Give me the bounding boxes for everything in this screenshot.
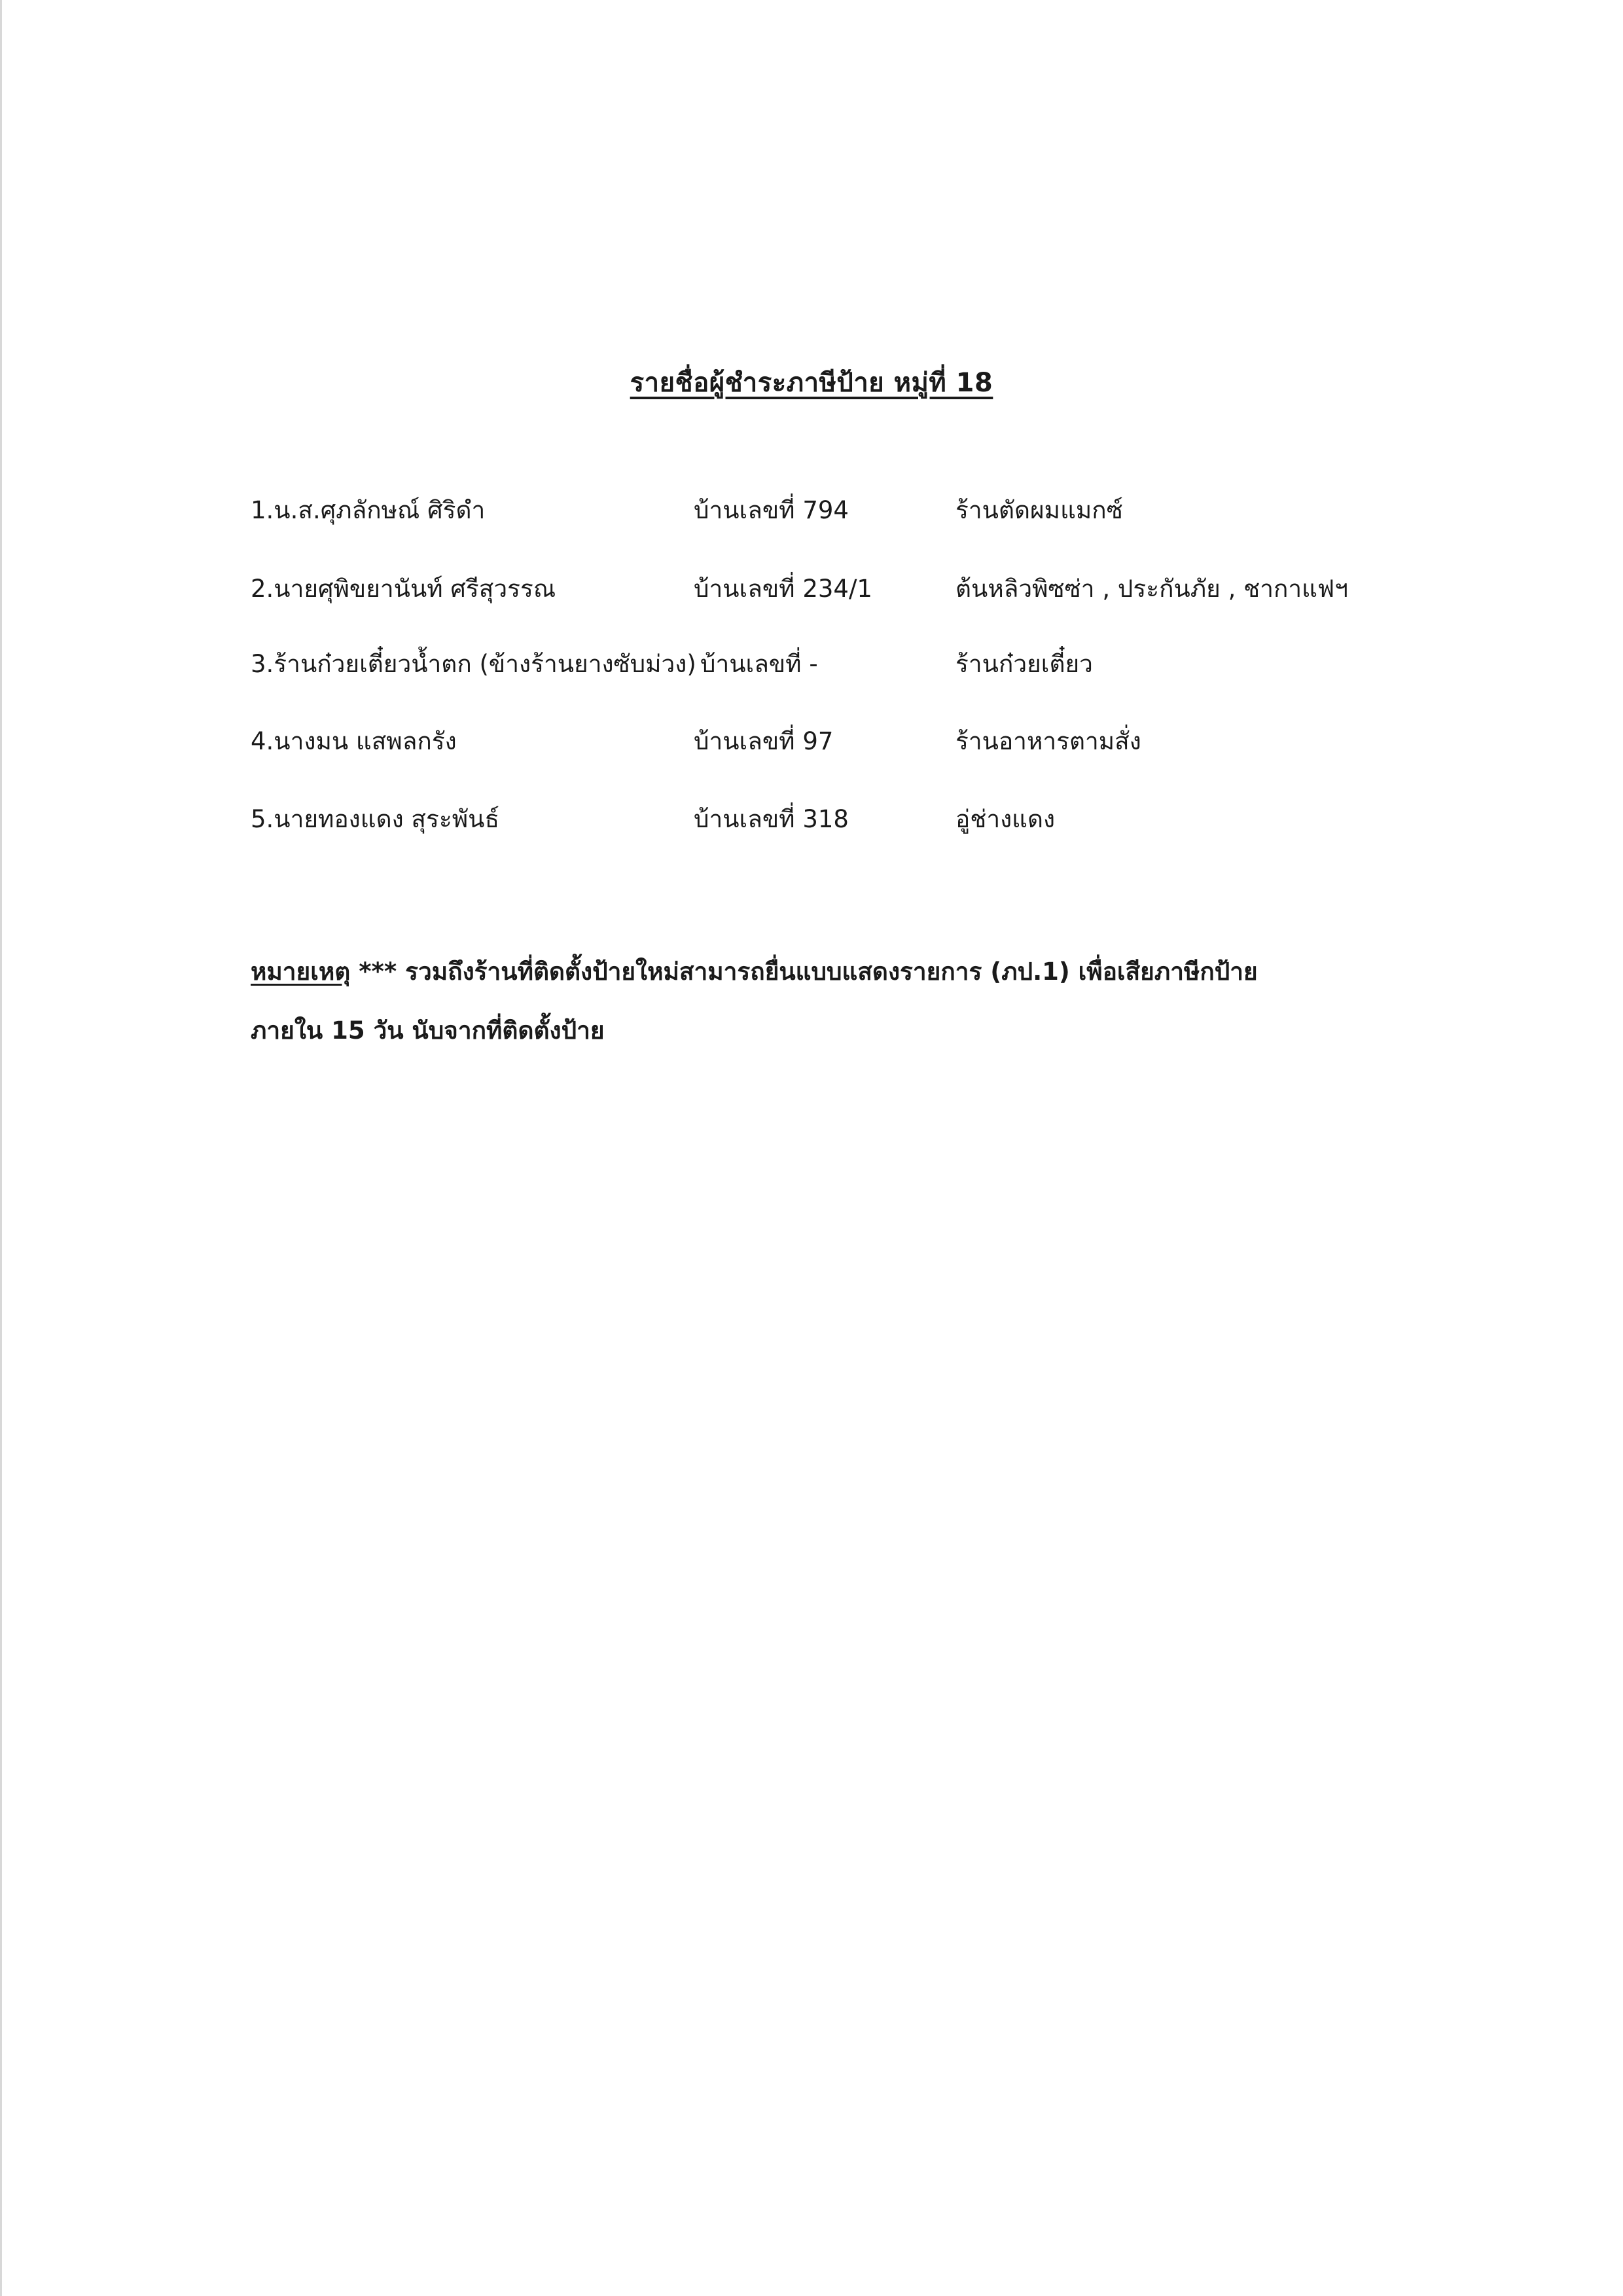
shop-name: ต้นหลิวพิซซ่า , ประกันภัย , ชากาแฟฯ bbox=[955, 575, 1349, 603]
taxpayer-name: 4.นางมน แสพลกรัง bbox=[251, 727, 457, 755]
taxpayer-name: 2.นายศุพิขยานันท์ ศรีสุวรรณ bbox=[251, 575, 556, 603]
note-line-1 bbox=[251, 952, 1363, 992]
house-number: บ้านเลขที่ 794 bbox=[694, 496, 849, 524]
house-number: บ้านเลขที่ 234/1 bbox=[694, 575, 872, 603]
list-item bbox=[0, 800, 1623, 839]
scan-edge bbox=[0, 0, 2, 2296]
house-number: บ้านเลขที่ - bbox=[700, 650, 818, 678]
note-text: *** รวมถึงร้านที่ติดตั้งป้ายใหม่สามารถยื่นแบบแสดงรายการ (ภป.1) เพื่อเสียภาษีกป้าย bbox=[350, 958, 1258, 986]
note-label: หมายเหตุ bbox=[251, 958, 351, 986]
shop-name: ร้านตัดผมแมกซ์ bbox=[955, 496, 1123, 524]
list-item bbox=[0, 569, 1623, 609]
shop-name: อู่ช่างแดง bbox=[955, 805, 1056, 833]
taxpayer-name: 3.ร้านก๋วยเตี๋ยวน้ำตก (ข้างร้านยางซับม่วง) bbox=[251, 650, 696, 678]
house-number: บ้านเลขที่ 318 bbox=[694, 805, 849, 833]
shop-name: ร้านอาหารตามสั่ง bbox=[955, 727, 1141, 755]
taxpayer-name: 1.น.ส.ศุภลักษณ์ ศิริดำ bbox=[251, 496, 486, 524]
list-item bbox=[0, 491, 1623, 530]
shop-name: ร้านก๋วยเตี๋ยว bbox=[955, 650, 1093, 678]
house-number: บ้านเลขที่ 97 bbox=[694, 727, 834, 755]
taxpayer-name: 5.นายทองแดง สุระพันธ์ bbox=[251, 805, 500, 833]
note-line-2: ภายใน 15 วัน นับจากที่ติดตั้งป้าย bbox=[251, 1016, 605, 1045]
list-item bbox=[0, 722, 1623, 761]
list-item bbox=[0, 645, 1623, 684]
document-title: รายชื่อผู้ชำระภาษีป้าย หมู่ที่ 18 bbox=[630, 368, 993, 398]
